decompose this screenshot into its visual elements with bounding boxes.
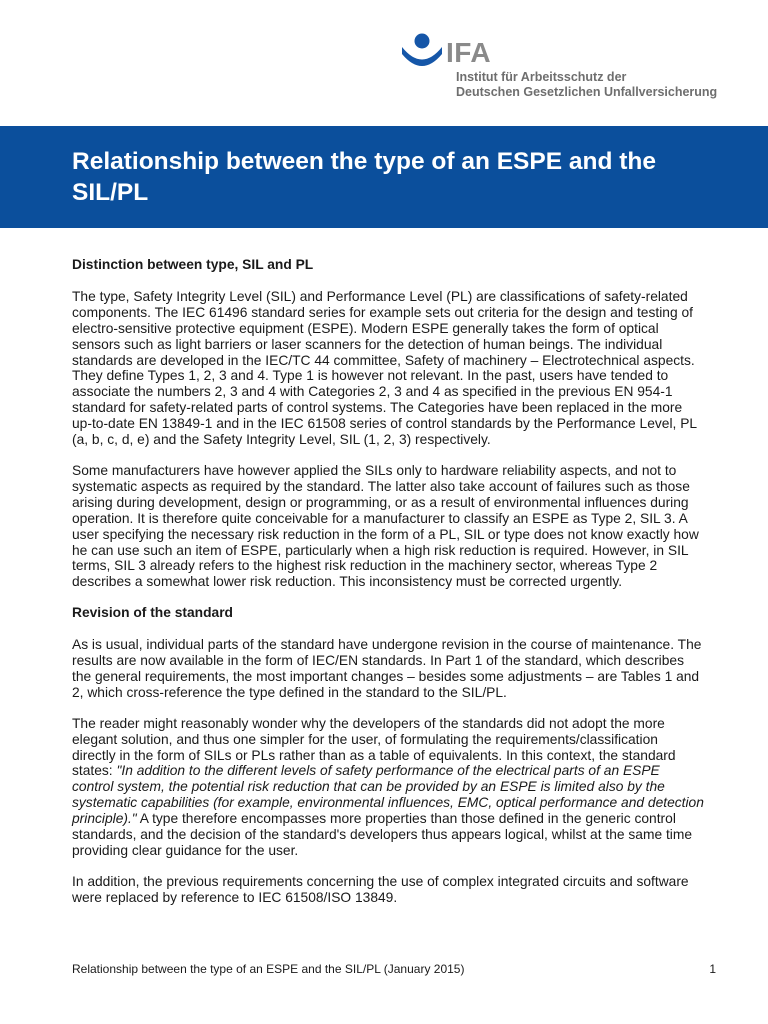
quote-lead-in: The reader might reasonably wonder why the developers of the standards did not adopt the more elegant solution, and thus one simpler for the user, of formulating the requirements/classification directly in the form of SILs or PLs rather than as a table of equivalents. In this context, the standard states: (72, 715, 676, 779)
logo-acronym: IFA (446, 37, 492, 68)
paragraph-revision: As is usual, individual parts of the standard have undergone revision in the course of maintenance. The results are now available in the form of IEC/EN standards. In Part 1 of the standard, which describes the general requirements, the most important changes – besides some adjustments – are Tables 1 and 2, which cross-reference the type defined in the standard to the SIL/PL. (72, 637, 702, 700)
document-title: Relationship between the type of an ESPE and the SIL/PL (72, 148, 657, 206)
paragraph-closing: In addition, the previous requirements concerning the use of complex integrated circuits and software were replaced by reference to IEC 61508/ISO 13849. (72, 873, 689, 905)
title-banner (0, 126, 768, 228)
footer-text: Relationship between the type of an ESPE and the SIL/PL (January 2015) (72, 962, 465, 976)
standard-quote: "In addition to the different levels of safety performance of the electrical parts of an ESPE control system, the potential risk reduction that can be provided by an ESPE is limited also by the systematic capabilities (for example, environmental influences, EMC, optical performance and detection principle)." (72, 763, 704, 827)
paragraph-reader-quote (72, 716, 704, 859)
document-body (72, 257, 704, 921)
ifa-figure-icon (401, 32, 443, 74)
logo-subtitle-line-2: Deutschen Gesetzlichen Unfallversicherung (456, 85, 718, 99)
ifa-logo (401, 32, 721, 99)
paragraph-manufacturers: Some manufacturers have however applied the SILs only to hardware reliability aspects, and not to systematic aspects as required by the standard. The latter also take account of failures such as those arising during development, design or programming, or as a result of environmental influences during operation. It is therefore quite conceivable for a manufacturer to classify an ESPE as Type 2, SIL 3. A user specifying the necessary risk reduction in the form of a PL, SIL or type does not know exactly how he can use such an item of ESPE, particularly when a high risk reduction is required. However, in SIL terms, SIL 3 already refers to the highest risk reduction in the machinery sector, whereas Type 2 describes a somewhat lower risk reduction. This inconsistency must be corrected urgently. (72, 462, 699, 590)
quote-follow-up: A type therefore encompasses more properties than those defined in the generic control standards, and the decision of the standard's developers thus appears logical, whilst at the same time providing clear guidance for the user. (72, 811, 693, 858)
paragraph-classification: The type, Safety Integrity Level (SIL) and Performance Level (PL) are classifications of safety-related components. The IEC 61496 standard series for example sets out criteria for the design and testing of electro-sensitive protective equipment (ESPE). Modern ESPE generally takes the form of optical sensors such as light barriers or laser scanners for the detection of human beings. The individual standards are developed in the IEC/TC 44 committee, Safety of machinery – Electrotechnical aspects. They define Types 1, 2, 3 and 4. Type 1 is however not relevant. In the past, users have tended to associate the numbers 2, 3 and 4 with Categories 2, 3 and 4 as specified in the previous EN 954-1 standard for safety-related parts of control systems. The Categories have been replaced in the more up-to-date EN 13849-1 and in the IEC 61508 series of control standards by the Performance Level, PL (a, b, c, d, e) and the Safety Integrity Level, SIL (1, 2, 3) respectively. (72, 288, 697, 448)
section-heading-revision: Revision of the standard (72, 605, 233, 621)
section-heading-distinction: Distinction between type, SIL and PL (72, 257, 314, 272)
page-number: 1 (709, 962, 716, 976)
logo-subtitle-line-1: Institut für Arbeitsschutz der (456, 70, 627, 84)
